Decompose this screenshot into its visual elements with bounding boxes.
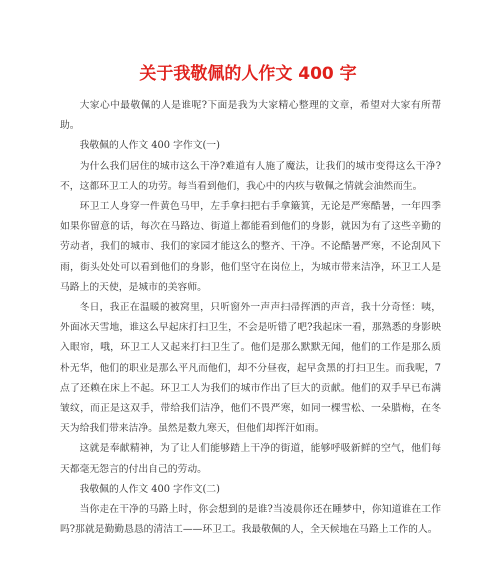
paragraph: 环卫工人身穿一件黄色马甲，左手拿扫把右手拿簸箕，无论是严寒酷暑，一年四季如果你留意的话，每次在马路边、街道上都能看到他们的身影，就因为有了这些辛勤的劳动者，我们的城市、我们的家园才能这么的整齐、干净。不论酷暑严寒，不论刮风下雨，街头处处可以看到他们的身影，他们坚守在岗位上，为城市带来洁净，环卫工人是马路上的天使，是城市的美容师。 xyxy=(60,201,441,293)
paragraph: 当你走在干净的马路上时，你会想到的是谁?当凌晨你还在睡梦中，你知道谁在工作吗?那就是勤勤恳恳的清洁工——环卫工。我最敬佩的人，全天候地在马路上工作的人。 xyxy=(60,504,441,536)
section-heading-1: 我敬佩的人作文 400 字作文(一) xyxy=(79,140,220,152)
document-title: 关于我敬佩的人作文 400 字 xyxy=(139,64,357,84)
paragraph-intro: 大家心中最敬佩的人是谁呢?下面是我为大家精心整理的文章，希望对大家有所帮助。 xyxy=(60,100,441,132)
paragraph: 这就是奉献精神，为了让人们能够踏上干净的街道，能够呼吸新鲜的空气，他们每天都毫无怨言的付出自己的劳动。 xyxy=(60,443,441,475)
paragraph: 冬日，我正在温暖的被窝里，只听窗外一声声扫帚挥洒的声音，我十分奇怪：咦，外面冰天雪地，谁这么早起床打扫卫生，不会是听错了吧?我起床一看，那熟悉的身影映入眼帘，哦，环卫工人又起来打扫卫生了。他们是那么默默无闻，他们的工作是那么质朴无华，他们的职业是那么平凡而他们，却不分昼夜，起早贪黑的打扫卫生。而我呢，7 点了还赖在床上不起。环卫工人为我们的城市作出了巨大的贡献。他们的双手早已布满皱纹，而正是这双手，带给我们洁净，他们不畏严寒，如同一棵雪松、一朵腊梅，在冬天为给我们带来洁净。虽然是数九寒天，但他们却挥汗如雨。 xyxy=(60,302,441,435)
document-body xyxy=(60,96,441,540)
section-heading-2: 我敬佩的人作文 400 字作文(二) xyxy=(79,483,220,495)
paragraph: 为什么我们居住的城市这么干净?难道有人施了魔法，让我们的城市变得这么干净?不，这都环卫工人的功劳。每当看到他们，我心中的内疚与敬佩之情就会油然而生。 xyxy=(60,160,441,192)
